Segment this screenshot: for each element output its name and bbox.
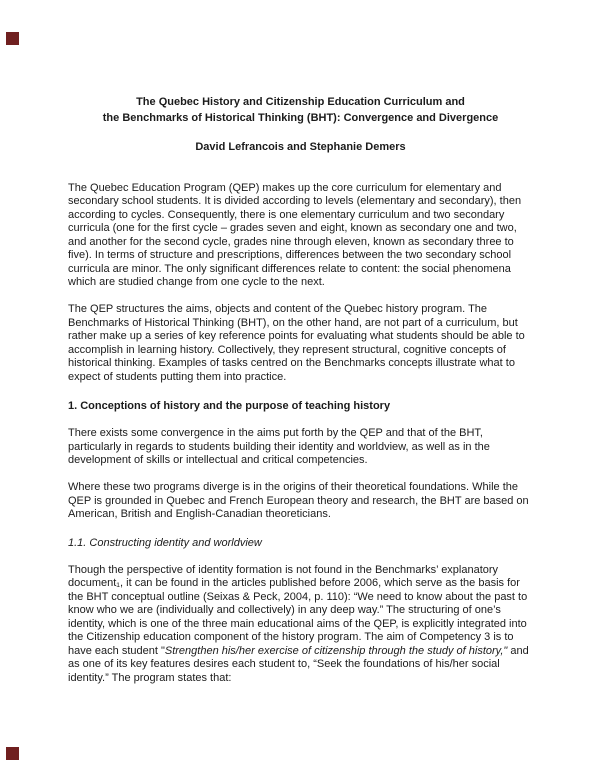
paragraph-divergence: Where these two programs diverge is in the origins of their theoretical foundations. While the QEP is grounded in Quebec and French European theory and research, the BHT are based on American, British and English-Canadian theoreticians.: [68, 481, 529, 520]
paragraph-identity-text-after-quote: and as one of its key features desires each student to, “Seek the foundations of his/her social identity.” The program states that:: [68, 644, 529, 684]
paragraph-identity-formation: [68, 564, 533, 686]
document-title: [68, 95, 533, 126]
document-authors: David Lefrancois and Stephanie Demers: [195, 141, 406, 153]
paragraph-identity-italic-quote: Strengthen his/her exercise of citizenship through the study of history,": [164, 644, 508, 657]
paragraph-qep-overview: The Quebec Education Program (QEP) makes up the core curriculum for elementary and secondary school students. It is divided according to levels (elementary and secondary), then according to cycles. Consequently, there is one elementary curriculum and two secondary curricula (one for the first cycle – grades seven and eight, known as secondary one and two, and another for the second cycle, grades nine through eleven, known as secondary three to five). In terms of structure and prescriptions, differences between the two secondary school curricula are minor. The only significant differences relate to content: the social phenomena which are studied change from one cycle to the next.: [68, 181, 522, 288]
subsection-heading-identity: 1.1. Constructing identity and worldview: [68, 536, 262, 549]
paragraph-qep-vs-bht: The QEP structures the aims, objects and content of the Quebec history program. The Benchmarks of Historical Thinking (BHT), on the other hand, are not part of a curriculum, but rather make up a series of key reference points for evaluating what students should be able to accomplish in learning history. Collectively, they represent structural, cognitive concepts of historical thinking. Examples of tasks centred on the Benchmarks concepts illustrate what to expect of students putting them into practice.: [68, 303, 525, 383]
corner-marker-top-left: [6, 32, 19, 45]
document-title-line2: the Benchmarks of Historical Thinking (BHT): Convergence and Divergence: [102, 111, 499, 124]
section-heading-conceptions: 1. Conceptions of history and the purpose of teaching history: [68, 400, 391, 412]
document-title-line1: The Quebec History and Citizenship Education Curriculum and: [136, 96, 465, 108]
document-content: [68, 95, 533, 685]
corner-marker-bottom-left: [6, 747, 19, 760]
paragraph-identity-text-before-quote: Though the perspective of identity formation is not found in the Benchmarks’ explanatory document₁, it can be found in the articles published before 2006, which serve as the basis for the BHT conceptual outline (Seixas & Peck, 2004, p. 110): “We need to know about the past to know who we are (individually and collectively) in any deep way.” The structuring of one’s identity, which is one of the three main educational aims of the QEP, is explicitly integrated into the Citizenship education component of the history program. The aim of Competency 3 is to have each student ": [68, 563, 528, 657]
paragraph-convergence: There exists some convergence in the aims put forth by the QEP and that of the BHT, particularly in regards to students building their identity and worldview, as well as in the development of skills or intellectual and critical competencies.: [68, 427, 490, 466]
